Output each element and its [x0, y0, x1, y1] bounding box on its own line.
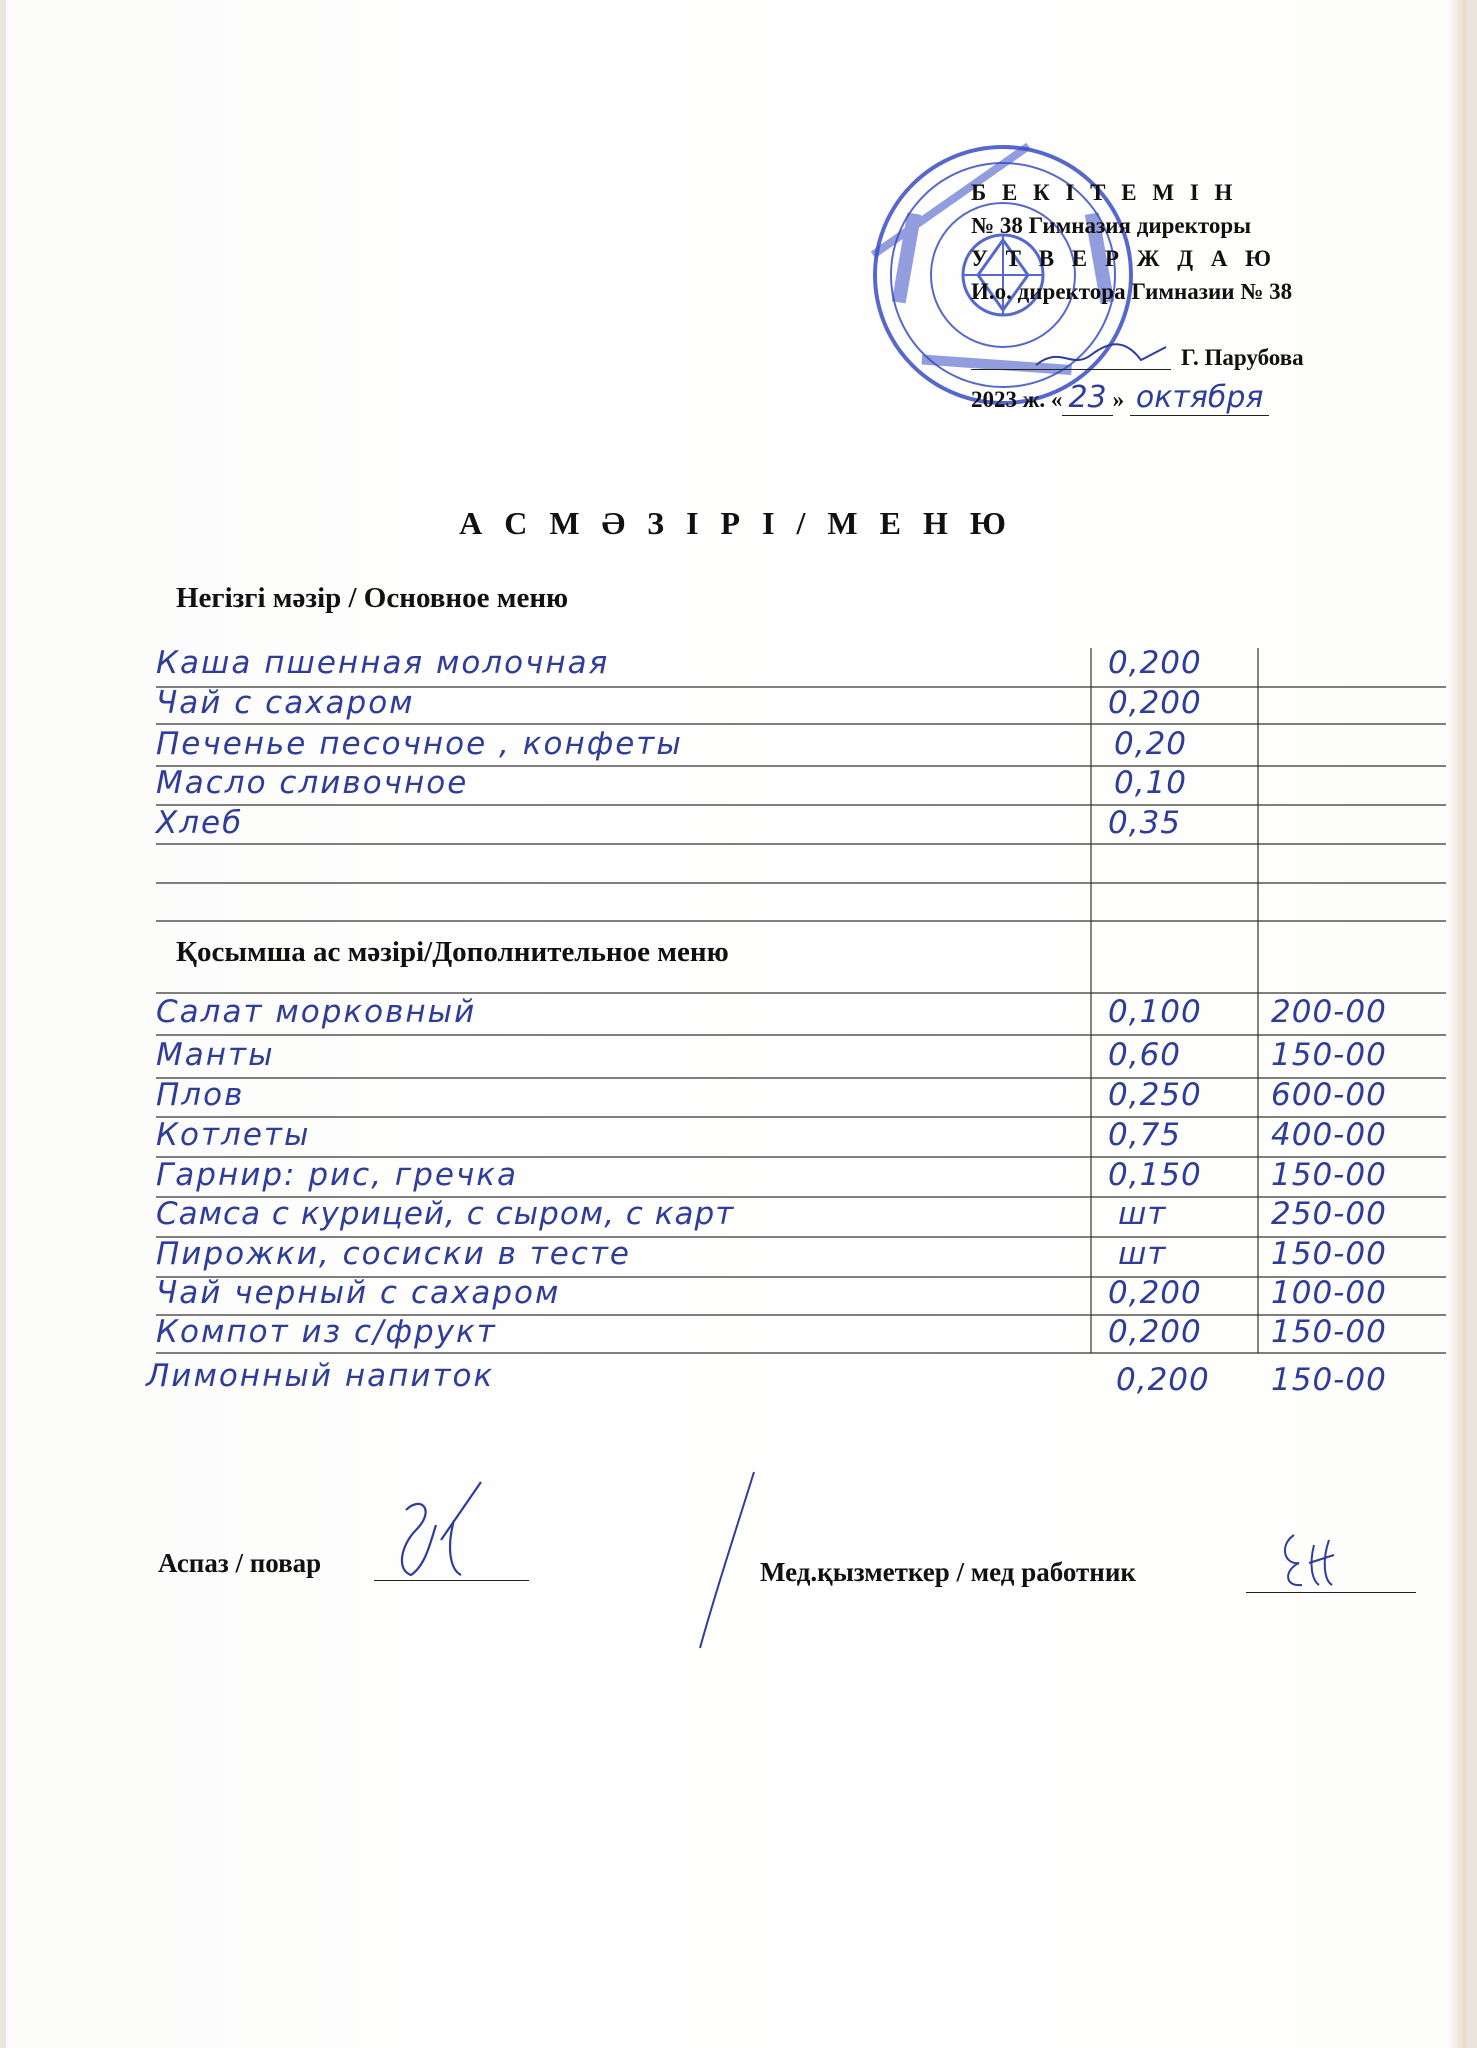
main-menu-title: Негізгі мәзір / Основное меню — [176, 582, 569, 614]
extra-menu-item-name: Салат морковный — [156, 994, 477, 1030]
approval-line-approve-kz: Б Е К І Т Е М І Н — [971, 180, 1238, 205]
date-year: 2023 ж. « — [971, 387, 1063, 412]
medic-label: Мед.қызметкер / мед работник — [760, 1557, 1136, 1587]
extra-menu-item-name: Плов — [156, 1077, 245, 1113]
extra-menu-item-name: Котлеты — [156, 1117, 311, 1153]
stray-pen-stroke-icon — [696, 1470, 756, 1650]
extra-menu-item-qty: 0,75 — [1108, 1117, 1182, 1153]
extra-menu-item-price: 250-00 — [1271, 1196, 1387, 1232]
extra-menu-item-name: Манты — [156, 1037, 275, 1073]
extra-menu-item-price: 100-00 — [1271, 1275, 1387, 1311]
date-day: 23 — [1062, 380, 1112, 416]
extra-menu-item-price: 150-00 — [1271, 1037, 1387, 1073]
director-name: Г. Парубова — [1181, 345, 1304, 370]
extra-menu-item-price: 200-00 — [1271, 994, 1387, 1030]
approval-line-director-kz: № 38 Гимназия директоры — [971, 213, 1252, 238]
extra-menu-item-qty: 0,200 — [1116, 1362, 1210, 1398]
extra-menu-item-price: 150-00 — [1271, 1236, 1387, 1272]
approval-line-director-ru: И.о. директора Гимназии № 38 — [971, 279, 1293, 304]
document-page — [6, 0, 1466, 2048]
cook-signature-icon — [376, 1480, 486, 1585]
extra-menu-item-qty: 0,60 — [1108, 1037, 1182, 1073]
extra-menu-item-name: Компот из с/фрукт — [156, 1314, 497, 1350]
extra-menu-item-name: Самса с курицей, с сыром, с карт — [156, 1196, 735, 1232]
main-menu-item-qty: 0,35 — [1108, 805, 1182, 841]
extra-menu-item-price: 600-00 — [1271, 1077, 1387, 1113]
main-menu-item-name: Хлеб — [156, 805, 244, 841]
extra-menu-item-name: Лимонный напиток — [146, 1358, 495, 1394]
main-menu-item-name: Чай с сахаром — [156, 685, 415, 721]
extra-menu-item-name: Чай черный с сахаром — [156, 1275, 561, 1311]
extra-menu-item-name: Гарнир: рис, гречка — [156, 1157, 518, 1193]
page-title: А С М Ә З І Р І / М Е Н Ю — [459, 505, 1013, 541]
extra-menu-item-qty: 0,100 — [1108, 994, 1202, 1030]
main-menu-item-qty: 0,10 — [1114, 765, 1188, 801]
approval-line-approve-ru: У Т В Е Р Ж Д А Ю — [971, 246, 1278, 271]
extra-menu-item-qty: 0,250 — [1108, 1077, 1202, 1113]
extra-menu-item-qty: 0,200 — [1108, 1275, 1202, 1311]
extra-menu-item-price: 150-00 — [1271, 1362, 1387, 1398]
main-menu-item-name: Печенье песочное , конфеты — [156, 726, 683, 762]
date-month: октября — [1130, 380, 1270, 416]
extra-menu-item-price: 400-00 — [1271, 1117, 1387, 1153]
main-menu-item-qty: 0,200 — [1108, 685, 1202, 721]
main-menu-item-name: Каша пшенная молочная — [156, 645, 610, 681]
extra-menu-item-qty: 0,150 — [1108, 1157, 1202, 1193]
main-menu-item-qty: 0,20 — [1114, 726, 1188, 762]
extra-menu-item-name: Пирожки, сосиски в тесте — [156, 1236, 632, 1272]
medic-signature-icon — [1274, 1525, 1354, 1595]
extra-menu-item-price: 150-00 — [1271, 1157, 1387, 1193]
extra-menu-item-qty: шт — [1118, 1236, 1167, 1272]
extra-menu-item-qty: 0,200 — [1108, 1314, 1202, 1350]
extra-menu-item-qty: шт — [1118, 1196, 1167, 1232]
extra-menu-item-price: 150-00 — [1271, 1314, 1387, 1350]
extra-menu-title: Қосымша ас мәзірі/Дополнительное меню — [176, 936, 729, 968]
cook-label: Аспаз / повар — [158, 1548, 322, 1578]
date-separator: » — [1112, 387, 1125, 412]
main-menu-item-name: Масло сливочное — [156, 765, 469, 801]
main-menu-item-qty: 0,200 — [1108, 645, 1202, 681]
